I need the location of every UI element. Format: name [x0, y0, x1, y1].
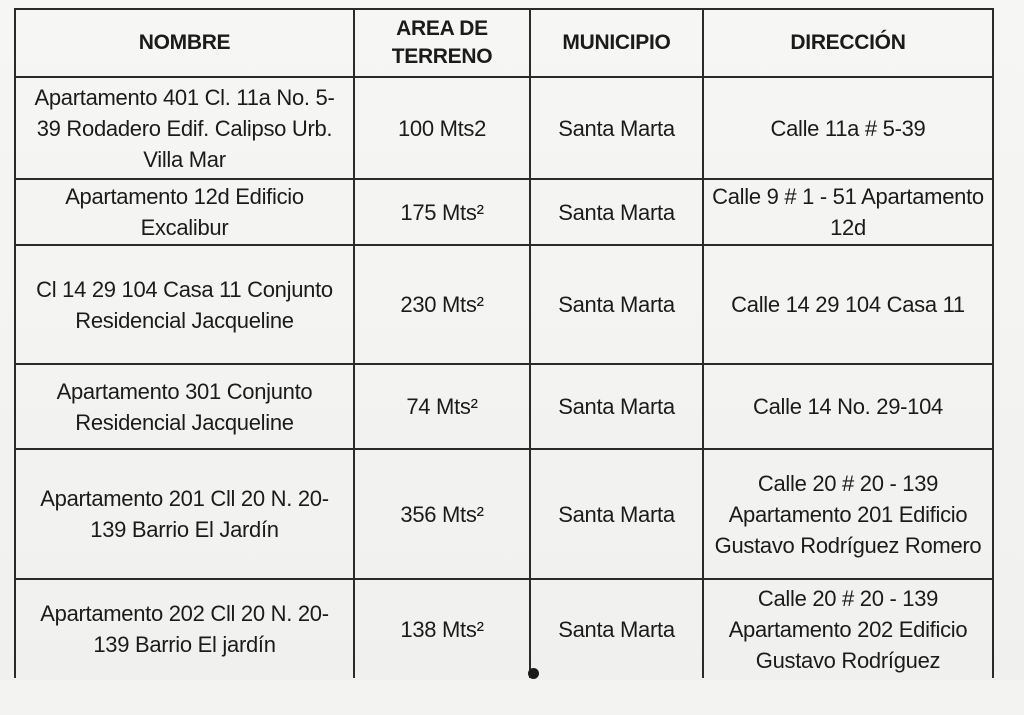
page-bottom-margin: [0, 680, 1024, 715]
cell-municipio: Santa Marta: [530, 449, 703, 579]
cell-municipio: Santa Marta: [530, 179, 703, 245]
cell-area: 230 Mts²: [354, 245, 530, 364]
table-row: [15, 245, 993, 364]
property-table: [14, 8, 994, 678]
table-header-row: [15, 9, 993, 77]
cell-direccion: Calle 9 # 1 - 51 Apartamento 12d: [703, 179, 993, 245]
cell-area: 138 Mts²: [354, 579, 530, 678]
table-row: [15, 449, 993, 579]
header-direccion: DIRECCIÓN: [703, 9, 993, 77]
cell-municipio: Santa Marta: [530, 579, 703, 678]
cell-nombre: Apartamento 202 Cll 20 N. 20-139 Barrio El jardín: [15, 579, 354, 678]
table-row: [15, 179, 993, 245]
cell-direccion: Calle 14 No. 29-104: [703, 364, 993, 449]
table-row: [15, 364, 993, 449]
cell-area: 356 Mts²: [354, 449, 530, 579]
cell-municipio: Santa Marta: [530, 77, 703, 179]
cell-municipio: Santa Marta: [530, 364, 703, 449]
cell-municipio: Santa Marta: [530, 245, 703, 364]
ink-dot: [528, 668, 539, 679]
cell-area: 175 Mts²: [354, 179, 530, 245]
cell-area: 100 Mts2: [354, 77, 530, 179]
cell-direccion: Calle 11a # 5-39: [703, 77, 993, 179]
table-row: [15, 77, 993, 179]
cell-nombre: Apartamento 401 Cl. 11a No. 5-39 Rodadero Edif. Calipso Urb. Villa Mar: [15, 77, 354, 179]
cell-area: 74 Mts²: [354, 364, 530, 449]
cell-nombre: Apartamento 201 Cll 20 N. 20-139 Barrio El Jardín: [15, 449, 354, 579]
cell-direccion: Calle 14 29 104 Casa 11: [703, 245, 993, 364]
cell-direccion: Calle 20 # 20 - 139 Apartamento 201 Edificio Gustavo Rodríguez Romero: [703, 449, 993, 579]
cell-nombre: Apartamento 12d Edificio Excalibur: [15, 179, 354, 245]
table-row: [15, 579, 993, 678]
cell-direccion: Calle 20 # 20 - 139 Apartamento 202 Edificio Gustavo Rodríguez: [703, 579, 993, 678]
cell-nombre: Apartamento 301 Conjunto Residencial Jacqueline: [15, 364, 354, 449]
cell-nombre: Cl 14 29 104 Casa 11 Conjunto Residencial Jacqueline: [15, 245, 354, 364]
header-municipio: MUNICIPIO: [530, 9, 703, 77]
header-nombre: NOMBRE: [15, 9, 354, 77]
header-area: AREA DE TERRENO: [354, 9, 530, 77]
